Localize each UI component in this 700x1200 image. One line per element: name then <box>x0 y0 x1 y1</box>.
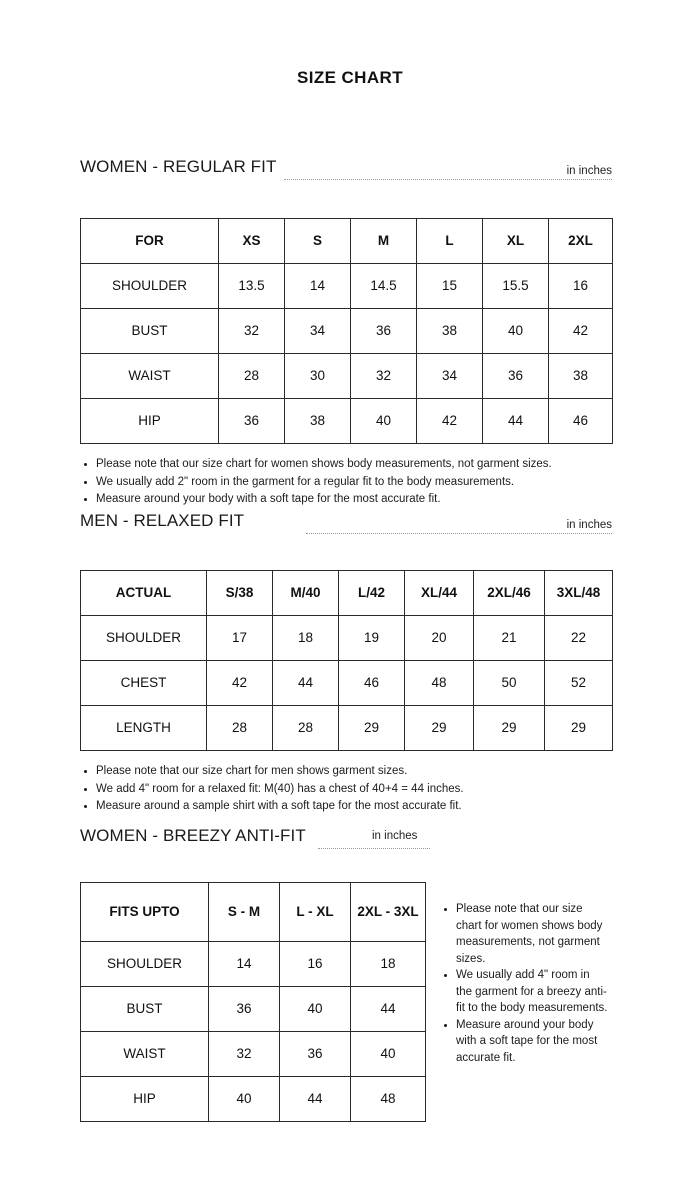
table-cell: 38 <box>417 309 483 354</box>
table-cell: 34 <box>417 354 483 399</box>
table-row <box>81 309 613 354</box>
section-women-breezy-anti-fit <box>80 826 430 1122</box>
note-item: Please note that our size chart for women shows body measurements, not garment sizes. <box>80 456 613 474</box>
section-heading-row <box>80 826 430 850</box>
column-header: XL <box>483 219 549 264</box>
table-cell: 19 <box>339 616 405 661</box>
men-relaxed-fit-notes <box>80 763 613 816</box>
note-item: We add 4" room for a relaxed fit: M(40) has a chest of 40+4 = 44 inches. <box>80 781 613 799</box>
table-row <box>81 706 613 751</box>
women-regular-fit-table <box>80 218 613 444</box>
table-row <box>81 1032 426 1077</box>
table-row <box>81 1077 426 1122</box>
table-cell: 50 <box>474 661 545 706</box>
table-cell: 32 <box>209 1032 280 1077</box>
table-cell: 18 <box>273 616 339 661</box>
column-header: 3XL/48 <box>545 571 613 616</box>
table-cell: 48 <box>351 1077 426 1122</box>
table-header-row <box>81 883 426 942</box>
column-header: S/38 <box>207 571 273 616</box>
row-label: HIP <box>81 1077 209 1122</box>
table-cell: 36 <box>280 1032 351 1077</box>
table-cell: 40 <box>351 1032 426 1077</box>
note-item: Measure around your body with a soft tape for the most accurate fit. <box>80 491 613 509</box>
table-cell: 36 <box>219 399 285 444</box>
table-row <box>81 354 613 399</box>
row-label: WAIST <box>81 1032 209 1077</box>
row-label: BUST <box>81 987 209 1032</box>
table-cell: 22 <box>545 616 613 661</box>
table-row <box>81 399 613 444</box>
table-cell: 28 <box>273 706 339 751</box>
section-heading-row <box>80 511 612 535</box>
section-title: WOMEN - REGULAR FIT <box>80 157 277 176</box>
column-header: L <box>417 219 483 264</box>
table-cell: 17 <box>207 616 273 661</box>
table-cell: 14.5 <box>351 264 417 309</box>
section-title: WOMEN - BREEZY ANTI-FIT <box>80 826 306 845</box>
heading-dotted-rule <box>318 848 430 849</box>
row-label: SHOULDER <box>81 942 209 987</box>
table-cell: 28 <box>219 354 285 399</box>
row-label: CHEST <box>81 661 207 706</box>
table-header-row <box>81 571 613 616</box>
section-men-relaxed-fit <box>80 511 613 816</box>
table-cell: 16 <box>280 942 351 987</box>
table-cell: 36 <box>483 354 549 399</box>
table-row <box>81 616 613 661</box>
column-header: XL/44 <box>405 571 474 616</box>
table-cell: 15.5 <box>483 264 549 309</box>
table-cell: 44 <box>273 661 339 706</box>
table-cell: 14 <box>209 942 280 987</box>
row-label: WAIST <box>81 354 219 399</box>
column-header: 2XL/46 <box>474 571 545 616</box>
table-cell: 20 <box>405 616 474 661</box>
units-label: in inches <box>566 165 612 177</box>
section-women-regular-fit <box>80 157 613 509</box>
column-header: FITS UPTO <box>81 883 209 942</box>
men-relaxed-fit-table <box>80 570 613 751</box>
row-label: SHOULDER <box>81 616 207 661</box>
table-cell: 30 <box>285 354 351 399</box>
column-header: 2XL - 3XL <box>351 883 426 942</box>
column-header: 2XL <box>549 219 613 264</box>
table-cell: 21 <box>474 616 545 661</box>
table-cell: 44 <box>280 1077 351 1122</box>
table-cell: 44 <box>483 399 549 444</box>
units-label: in inches <box>372 830 418 842</box>
note-item: Measure around your body with a soft tape for the most accurate fit. <box>440 1017 608 1067</box>
table-row <box>81 264 613 309</box>
column-header: L/42 <box>339 571 405 616</box>
table-cell: 40 <box>280 987 351 1032</box>
table-cell: 16 <box>549 264 613 309</box>
section-title: MEN - RELAXED FIT <box>80 511 245 530</box>
table-cell: 14 <box>285 264 351 309</box>
table-cell: 46 <box>549 399 613 444</box>
note-item: Measure around a sample shirt with a soft tape for the most accurate fit. <box>80 798 613 816</box>
table-cell: 40 <box>483 309 549 354</box>
table-header-row <box>81 219 613 264</box>
row-label: SHOULDER <box>81 264 219 309</box>
table-cell: 52 <box>545 661 613 706</box>
table-row <box>81 661 613 706</box>
table-cell: 42 <box>207 661 273 706</box>
table-cell: 36 <box>351 309 417 354</box>
table-cell: 29 <box>339 706 405 751</box>
column-header: S - M <box>209 883 280 942</box>
note-item: Please note that our size chart for men shows garment sizes. <box>80 763 613 781</box>
table-row <box>81 942 426 987</box>
table-cell: 36 <box>209 987 280 1032</box>
column-header: ACTUAL <box>81 571 207 616</box>
women-breezy-anti-fit-notes <box>440 901 608 1066</box>
table-cell: 28 <box>207 706 273 751</box>
column-header: S <box>285 219 351 264</box>
table-cell: 42 <box>417 399 483 444</box>
table-cell: 34 <box>285 309 351 354</box>
table-row <box>81 987 426 1032</box>
table-cell: 15 <box>417 264 483 309</box>
table-cell: 29 <box>545 706 613 751</box>
column-header: FOR <box>81 219 219 264</box>
women-breezy-anti-fit-table <box>80 882 426 1122</box>
table-cell: 40 <box>351 399 417 444</box>
table-cell: 38 <box>285 399 351 444</box>
column-header: XS <box>219 219 285 264</box>
table-cell: 29 <box>474 706 545 751</box>
note-item: Please note that our size chart for women shows body measurements, not garment sizes. <box>440 901 608 967</box>
column-header: L - XL <box>280 883 351 942</box>
row-label: HIP <box>81 399 219 444</box>
table-cell: 46 <box>339 661 405 706</box>
row-label: LENGTH <box>81 706 207 751</box>
women-regular-fit-notes <box>80 456 613 509</box>
heading-dotted-rule <box>306 533 612 534</box>
table-cell: 48 <box>405 661 474 706</box>
table-cell: 32 <box>351 354 417 399</box>
table-cell: 13.5 <box>219 264 285 309</box>
table-cell: 32 <box>219 309 285 354</box>
note-item: We usually add 4" room in the garment for a breezy anti-fit to the body measurements. <box>440 967 608 1017</box>
row-label: BUST <box>81 309 219 354</box>
table-cell: 44 <box>351 987 426 1032</box>
page-title: SIZE CHART <box>297 68 403 87</box>
heading-dotted-rule <box>284 179 612 180</box>
section-heading-row <box>80 157 612 181</box>
table-cell: 40 <box>209 1077 280 1122</box>
table-cell: 18 <box>351 942 426 987</box>
note-item: We usually add 2" room in the garment for a regular fit to the body measurements. <box>80 474 613 492</box>
column-header: M/40 <box>273 571 339 616</box>
column-header: M <box>351 219 417 264</box>
units-label: in inches <box>566 519 612 531</box>
table-cell: 42 <box>549 309 613 354</box>
table-cell: 29 <box>405 706 474 751</box>
table-cell: 38 <box>549 354 613 399</box>
